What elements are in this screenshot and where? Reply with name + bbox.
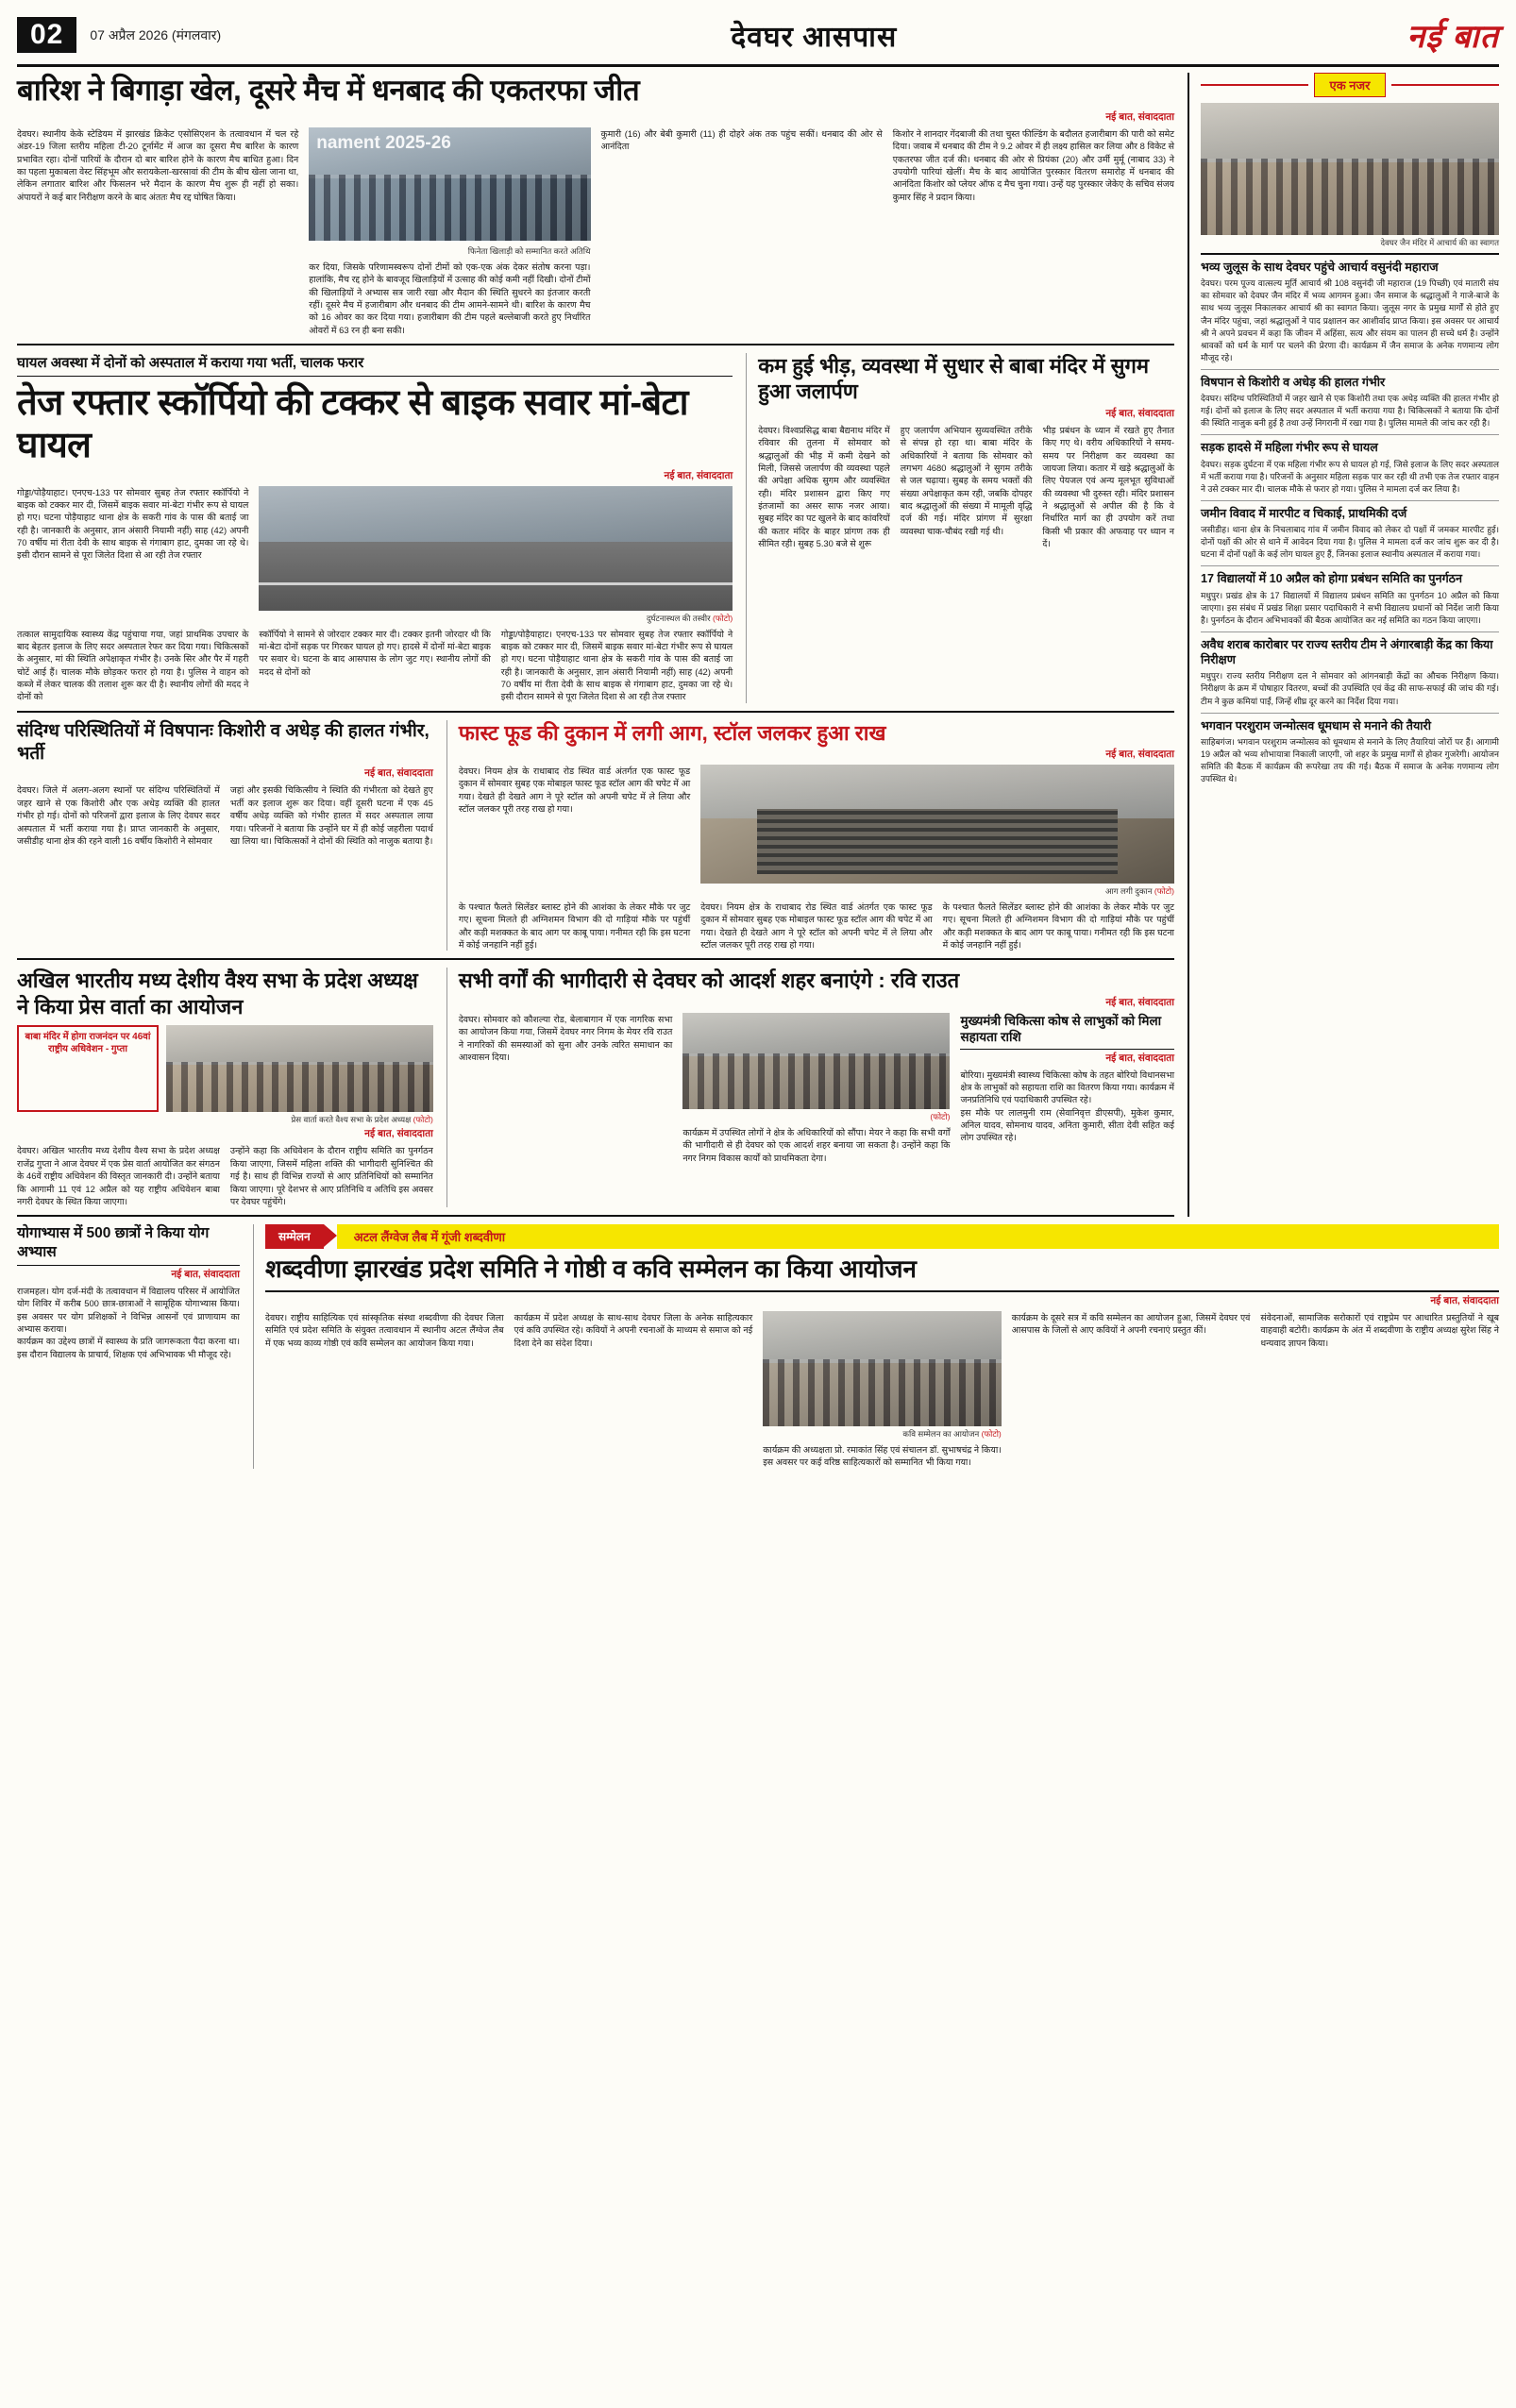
rail-item-text: देवघर। संदिग्ध परिस्थितियों में जहर खाने से एक किशोरी तथा एक अधेड़ व्यक्ति की हालत गंभीर हो गई। दोनों को इलाज के लिए सदर अस्पताल में भर्ती कराया गया है। चिकित्सकों ने बताया कि दोनों की स्थिति नाजुक बनी हुई है तथा उन्हें निगरानी में रखा गया है। पुलिस मामले की जांच कर रही है। — [1201, 394, 1499, 429]
page-number: 02 — [17, 17, 76, 54]
accident-column-3: गोड्डा/पोड़ैयाहाट। एनएच-133 पर सोमवार सुबह तेज रफ्तार स्कॉर्पियो ने बाइक को टक्कर मार दी, जिसमें बाइक सवार मां-बेटा गंभीर रूप से घायल हो गए। घटना पोड़ैयाहाट थाना क्षेत्र के सकरी गांव के पास की बताई जा रही है। जानकारी के अनुसार, ज्ञान अंसारी नियामी नहीं) साह (42) अपनी 70 वर्षीय मां रीता देवी के साथ बाइक से गंगाबाग हाट, दुमका जा रहे थे। इसी दौरान सामने से पूरा जिलेत दिशा से आ रही तेज रफ्तार — [500, 628, 733, 702]
accident-column-1b: तत्काल सामुदायिक स्वास्थ्य केंद्र पहुंचाया गया, जहां प्राथमिक उपचार के बाद बेहतर इलाज के लिए सदर अस्पताल रेफर कर दिया गया। चिकित्सकों के अनुसार, मां की स्थिति अपेक्षाकृत गंभीर है। उनके सिर और पैर में गहरी चोटें आई हैं। चालक मौके छोड़कर फरार हो गया है। पुलिस ने वाहन को कब्जे में लेकर चालक की तलाश शुरू कर दी है। स्थानीय लोगों की मदद ने दोनों को — [17, 628, 249, 702]
rail-photo-caption: देवघर जैन मंदिर में आचार्य की का स्वागत — [1380, 238, 1499, 247]
vaishya-photo — [166, 1025, 433, 1112]
poison-headline: संदिग्ध परिस्थितियों में विषपानः किशोरी व अधेड़ की हालत गंभीर, भर्ती — [17, 720, 430, 764]
vaishya-photo-caption: प्रेस वार्ता करते वैश्य सभा के प्रदेश अध्यक्ष — [291, 1115, 412, 1125]
cm-fund-column-2: इस मौके पर लालमुनी राम (सेवानिवृत्त डीएसपी), मुकेश कुमार, अनिल यादव, सोमनाथ यादव, अनिता कुमारी, सीता देवी सहित कई लोग उपस्थित रहे। — [960, 1106, 1174, 1143]
fire-column-4: के पश्चात फैलते सिलेंडर ब्लास्ट होने की आशंका के लेकर मौके पर जुट गए। सूचना मिलते ही अग्निशमन विभाग की दो गाड़ियां मौके पर पहुंचीं और कड़ी मशक्कत के बाद आग पर काबू पाया। गनीमत रही कि इस घटना में कोई जनहानि नहीं हुई। — [942, 901, 1174, 951]
sammelan-column-2: कार्यक्रम में प्रदेश अध्यक्ष के साथ-साथ देवघर जिला के अनेक साहित्यकार एवं कवि उपस्थित रहे। कवियों ने अपनी रचनाओं के माध्यम से समाज को नई दिशा देने का संदेश दिया। — [514, 1311, 753, 1348]
accident-photo — [259, 486, 733, 611]
section-title: देवघर आसपास — [731, 21, 898, 53]
rail-item-headline: 17 विद्यालयों में 10 अप्रैल को होगा प्रबंधन समिति का पुनर्गठन — [1201, 572, 1462, 586]
lead-headline: बारिश ने बिगाड़ा खेल, दूसरे मैच में धनबाद की एकतरफा जीत — [17, 74, 640, 107]
newspaper-brand: नई बात — [1407, 19, 1499, 55]
accident-story: घायल अवस्था में दोनों को अस्पताल में कराया गया भर्ती, चालक फरार तेज रफ्तार स्कॉर्पियो की टक्कर से बाइक सवार मां-बेटा घायल नई बात, संवाददाता गोड्डा/पोड़ैयाहाट। एनएच-133 पर सोमवार सुबह तेज रफ्तार स्कॉर्पियो ने बाइक को टक्कर मार दी, जिसमें बाइक सवार मां-बेटा गंभीर रूप से घायल हो गए। घटना पोड़ैयाहाट थाना क्षेत्र के सकरी गांव के पास की बताई जा रही है। जानकारी के अनुसार, ज्ञान अंसारी नियामी नहीं) साह (42) अपनी 70 वर्षीय मां रीता देवी के साथ बाइक से गंगाबाग हाट, दुमका जा रहे थे। इसी दौरान सामने से पूरा जिलेत दिशा से आ रही तेज रफ्तार दुर्घटनास्थल की तस्वीर (फोटो) तत्काल सामुदायिक स्वास्थ्य केंद्र पहुंचाया गया, जहां प्राथमिक उपचार के बाद बेहतर इलाज के लिए सदर अस्पताल रेफर कर दिया गया। चिकित्सकों के अनुसार, मां की स्थिति अपेक्षाकृत गंभीर है। उनके सिर और पैर में गहरी चोटें आई हैं। चालक मौके छोड़कर फरार हो गया है। पुलिस ने वाहन को कब्जे में लेकर चालक की तलाश शुरू कर दी है। स्थानीय लोगों की मदद ने दोनों को स्कॉर्पियो ने सामने से जोरदार टक्कर मार दी। टक्कर इतनी जोरदार थी कि मां-बेटा दोनों सड़क पर गिरकर घायल हो गए। हादसे में दोनों मां-बेटा बाइक पर सवार थे। घटना के बाद आसपास के लोग जुट गए। स्थानीय लोगों की मदद से दोनों को गोड्डा/पोड़ैयाहाट। एनएच-133 पर सोमवार सुबह तेज रफ्तार स्कॉर्पियो ने बाइक को टक्कर मार दी, जिसमें बाइक सवार मां-बेटा गंभीर रूप से घायल हो गए। घटना पोड़ैयाहाट थाना क्षेत्र के सकरी गांव के पास की बताई जा रही है। जानकारी के अनुसार, ज्ञान अंसारी नियामी नहीं) साह (42) अपनी 70 वर्षीय मां रीता देवी के साथ बाइक से गंगाबाग हाट, दुमका जा रहे थे। इसी दौरान सामने से पूरा जिलेत दिशा से आ रही तेज रफ्तार — [17, 354, 733, 702]
vaishya-story: अखिल भारतीय मध्य देशीय वैश्य सभा के प्रदेश अध्यक्ष ने किया प्रेस वार्ता का आयोजन बाबा मंदिर में होगा राजनंदन पर 46वां राष्ट्रीय अधिवेशन - गुप्ता प्रेस वार्ता करते वैश्य सभा के प्रदेश अध्यक्ष (फोटो) नई बात, संवाददाता देवघर। अखिल भारतीय मध्य देशीय वैश्य सभा के प्रदेश अध्यक्ष राजेंद्र गुप्ता ने आज देवघर में एक प्रेस वार्ता आयोजित कर संगठन के 46वें राष्ट्रीय अधिवेशन की विस्तृत जानकारी दी। उन्होंने बताया कि आगामी 11 एवं 12 अप्रैल को यह राष्ट्रीय अधिवेशन बाबा नगरी देवघर के स्थित किया जाएगा। उन्होंने कहा कि अधिवेशन के दौरान राष्ट्रीय समिति का पुनर्गठन किया जाएगा, जिसमें महिला शक्ति की भागीदारी सुनिश्चित की गई है। साथ ही विभिन्न राज्यों से आए प्रतिनिधियों को सम्मानित किया जाएगा। पूरे देशभर से आए प्रतिनिधि व अतिथि इस अवसर पर देवघर पहुंचेंगे। — [17, 968, 433, 1206]
ravi-headline: सभी वर्गों की भागीदारी से देवघर को आदर्श शहर बनाएंगे : रवि राउत — [458, 968, 960, 993]
sammelan-strip: अटल लैंग्वेज लैब में गूंजी शब्दवीणा — [337, 1224, 1499, 1249]
sammelan-byline: नई बात, संवाददाता — [1430, 1294, 1499, 1306]
rail-item-headline: विषपान से किशोरी व अधेड़ की हालत गंभीर — [1201, 375, 1386, 389]
sammelan-column-1: देवघर। राष्ट्रीय साहित्यिक एवं सांस्कृतिक संस्था शब्दवीणा की देवघर जिला समिति एवं प्रदेश समिति के संयुक्त तत्वावधान में स्थानीय अटल लैंग्वेज लैब में एक भव्य काव्य गोष्ठी एवं कवि सम्मेलन का आयोजन किया गया। — [265, 1311, 504, 1348]
publication-date: 07 अप्रैल 2026 (मंगलवार) — [90, 26, 222, 42]
sammelan-column-4: कार्यक्रम के दूसरे सत्र में कवि सम्मेलन का आयोजन हुआ, जिसमें देवघर एवं आसपास के जिलों से आए कवियों ने अपनी रचनाएं प्रस्तुत कीं। — [1011, 1311, 1251, 1336]
temple-byline: नई बात, संवाददाता — [1105, 407, 1174, 419]
ravi-photo — [682, 1013, 950, 1109]
rail-item-headline: अवैध शराब कारोबार पर राज्य स्तरीय टीम ने अंगारबाड़ी केंद्र का किया निरीक्षण — [1201, 637, 1493, 667]
sammelan-column-3: कार्यक्रम की अध्यक्षता प्रो. रमाकांत सिंह एवं संचालन डॉ. सुभाषचंद्र ने किया। इस अवसर पर कई वरिष्ठ साहित्यकारों को सम्मानित भी किया गया। — [763, 1443, 1002, 1468]
rail-item-5 — [1201, 631, 1499, 708]
ek-nazar-rail — [1188, 73, 1499, 1217]
accident-byline: नई बात, संवाददाता — [664, 469, 733, 481]
fire-story: फास्ट फूड की दुकान में लगी आग, स्टॉल जलकर हुआ राख नई बात, संवाददाता देवघर। नियम क्षेत्र के राधाबाद रोड स्थित वार्ड अंतर्गत एक फास्ट फूड दुकान में सोमवार सुबह एक मोबाइल फास्ट फूड स्टॉल आग की चपेट में आ गया। देखते ही देखते आग ने पूरे स्टॉल को अपनी चपेट में ले लिया और स्टॉल जलकर पूरी तरह राख हो गया। आग लगी दुकान (फोटो) के पश्चात फैलते सिलेंडर ब्लास्ट होने की आशंका के लेकर मौके पर जुट गए। सूचना मिलते ही अग्निशमन विभाग की दो गाड़ियां मौके पर पहुंचीं और कड़ी मशक्कत के बाद आग पर काबू पाया। गनीमत रही कि इस घटना में कोई जनहानि नहीं हुई। देवघर। नियम क्षेत्र के राधाबाद रोड स्थित वार्ड अंतर्गत एक फास्ट फूड दुकान में सोमवार सुबह एक मोबाइल फास्ट फूड स्टॉल आग की चपेट में आ गया। देखते ही देखते आग ने पूरे स्टॉल को अपनी चपेट में ले लिया और स्टॉल जलकर पूरी तरह राख हो गया। के पश्चात फैलते सिलेंडर ब्लास्ट होने की आशंका के लेकर मौके पर जुट गए। सूचना मिलते ही अग्निशमन विभाग की दो गाड़ियां मौके पर पहुंचीं और कड़ी मशक्कत के बाद आग पर काबू पाया। गनीमत रही कि इस घटना में कोई जनहानि नहीं हुई। — [446, 720, 1174, 951]
accident-kicker: घायल अवस्था में दोनों को अस्पताल में कराया गया भर्ती, चालक फरार — [17, 353, 733, 377]
yog-byline: नई बात, संवाददाता — [171, 1268, 240, 1280]
temple-column-2: हुए जलार्पण अभियान सुव्यवस्थित तरीके से संपन्न हो रहा था। बाबा मंदिर के अधिकारियों ने बताया कि सोमवार को लगभग 4680 श्रद्धालुओं ने सुगम तरीके से जल चढ़ाया। सुबह के समय भक्तों की संख्या अपेक्षाकृत कम रही, जबकि दोपहर बाद श्रद्धालुओं की संख्या में मामूली वृद्धि दर्ज की गई। मंदिर प्रांगण में सुरक्षा व्यवस्था चाक-चौबंद रखी गई थी। — [900, 424, 1033, 536]
rail-item-text: मधुपुर। प्रखंड क्षेत्र के 17 विद्यालयों में विद्यालय प्रबंधन समिति का पुनर्गठन 10 अप्रैल को किया जाएगा। इस संबंध में प्रखंड शिक्षा प्रसार पदाधिकारी ने सभी विद्यालय प्रधानों को निर्देश जारी किया है। पुनर्गठन के दौरान अभिभावकों की बैठक आयोजित कर नई समिति का गठन किया जाएगा। — [1201, 590, 1499, 625]
rail-item-3 — [1201, 500, 1499, 562]
fire-photo — [700, 765, 1174, 884]
poison-byline: नई बात, संवाददाता — [364, 767, 433, 780]
rail-item-text: साहिबगंज। भगवान परशुराम जन्मोत्सव को धूमधाम से मनाने के लिए तैयारियां जोरों पर हैं। आगामी 19 अप्रैल को भव्य शोभायात्रा निकाली जाएगी, जो शहर के प्रमुख मार्गों से होकर गुजरेगी। आयोजन समिति की बैठक में कार्यक्रम की रूपरेखा तय की गई। बैठक में समाज के अनेक गणमान्य लोग उपस्थित थे। — [1201, 736, 1499, 784]
poison-story — [17, 720, 433, 951]
vaishya-byline: नई बात, संवाददाता — [364, 1128, 433, 1140]
vaishya-column-1: देवघर। अखिल भारतीय मध्य देशीय वैश्य सभा के प्रदेश अध्यक्ष राजेंद्र गुप्ता ने आज देवघर में एक प्रेस वार्ता आयोजित कर संगठन के 46वें राष्ट्रीय अधिवेशन की विस्तृत जानकारी दी। उन्होंने बताया कि आगामी 11 एवं 12 अप्रैल को यह राष्ट्रीय अधिवेशन बाबा नगरी देवघर के स्थित किया जाएगा। — [17, 1145, 220, 1206]
temple-story — [746, 353, 1174, 703]
accident-column-2: स्कॉर्पियो ने सामने से जोरदार टक्कर मार दी। टक्कर इतनी जोरदार थी कि मां-बेटा दोनों सड़क पर गिरकर घायल हो गए। हादसे में दोनों मां-बेटा बाइक पर सवार थे। घटना के बाद आसपास के लोग जुट गए। स्थानीय लोगों की मदद से दोनों को — [259, 628, 491, 677]
fire-headline: फास्ट फूड की दुकान में लगी आग, स्टॉल जलकर हुआ राख — [458, 720, 886, 745]
poison-column-1: देवघर। जिले में अलग-अलग स्थानों पर संदिग्ध परिस्थितियों में जहर खाने से एक किशोरी और एक अधेड़ व्यक्ति की हालत गंभीर हो गई। दोनों को परिजनों द्वारा इलाज के लिए देवघर सदर अस्पताल में भर्ती कराया गया है। प्राप्त जानकारी के अनुसार, जसीडीह थाना क्षेत्र की रहने वाली 16 वर्षीय किशोरी ने सोमवार — [17, 784, 220, 846]
ravi-byline: नई बात, संवाददाता — [1105, 996, 1174, 1008]
cm-fund-story — [960, 1013, 1174, 1164]
rail-item-headline: सड़क हादसे में महिला गंभीर रूप से घायल — [1201, 441, 1378, 455]
rail-item-headline: भगवान परशुराम जन्मोत्सव धूमधाम से मनाने की तैयारी — [1201, 718, 1431, 733]
rail-photo — [1201, 103, 1499, 235]
fire-column-3: देवघर। नियम क्षेत्र के राधाबाद रोड स्थित वार्ड अंतर्गत एक फास्ट फूड दुकान में सोमवार सुबह एक मोबाइल फास्ट फूड स्टॉल आग की चपेट में आ गया। देखते ही देखते आग ने पूरे स्टॉल को अपनी चपेट में ले लिया और स्टॉल जलकर पूरी तरह राख हो गया। — [700, 901, 933, 951]
temple-column-3: भीड़ प्रबंधन के ध्यान में रखते हुए तैनात किए गए थे। वरीय अधिकारियों ने समय-समय पर निरीक्षण कर व्यवस्था का जायजा लिया। कतार में खड़े श्रद्धालुओं के लिए पेयजल एवं अन्य मूलभूत सुविधाओं की व्यवस्था भी दुरुस्त रही। मंदिर प्रशासन ने श्रद्धालुओं से अपील की है कि वे निर्धारित मार्ग का ही उपयोग करें तथा किसी भी प्रकार की अफवाह पर ध्यान न दें। — [1042, 424, 1174, 548]
yog-column-1: राजमहल। योग दर्ज-मंदी के तत्वावधान में विद्यालय परिसर में आयोजित योग शिविर में करीब 500 छात्र-छात्राओं ने सामूहिक योगाभ्यास किया। इस अवसर पर योग प्रशिक्षकों ने विभिन्न आसनों एवं प्राणायाम का अभ्यास कराया। — [17, 1285, 240, 1334]
lead-story — [17, 73, 1174, 345]
lead-column-1: देवघर। स्थानीय केके स्टेडियम में झारखंड क्रिकेट एसोसिएशन के तत्वावधान में चल रहे अंडर-19 जिला स्तरीय महिला टी-20 टूर्नामेंट में आज का दूसरा मैच बारिश के कारण प्रभावित रहा। दोनों पारियों के दौरान दो बार बारिश होने के कारण मैच बाधित हुआ। दिन का पहला मुकाबला वेस्ट सिंहभूम और सरायकेला-खरसावां की टीम के बीच खेला जाना था, लेकिन लगातार बारिश और फिसलन भरे मैदान के कारण मैच शुरू ही नहीं हो सका। अंपायरों ने कई बार निरीक्षण करने के बाद अंततः मैच रद्द घोषित किया। — [17, 127, 299, 202]
fire-byline: नई बात, संवाददाता — [1105, 749, 1174, 761]
lead-byline: नई बात, संवाददाता — [1105, 110, 1174, 123]
ravi-column-2: कार्यक्रम में उपस्थित लोगों ने क्षेत्र के अधिकारियों को सौंपा। मेयर ने कहा कि सभी वर्गों की भागीदारी से ही देवघर को एक आदर्श शहर बनाया जा सकता है। उन्होंने कहा कि नगर निगम विकास कार्यों को प्राथमिकता देगा। — [682, 1126, 951, 1163]
arrow-icon — [324, 1224, 337, 1247]
temple-column-1: देवघर। विश्वप्रसिद्ध बाबा बैद्यनाथ मंदिर में रविवार की तुलना में सोमवार को श्रद्धालुओं की भीड़ में कमी देखने को मिली, जिससे जलार्पण की व्यवस्था पहले की अपेक्षा अधिक सुगम और व्यवस्थित रही। मंदिर प्रशासन द्वारा किए गए इंतजामों का असर साफ नजर आया। सुबह मंदिर का पट खुलने के बाद कांवरियों की कतार मंदिर के बाहर प्रांगण तक ही सीमित रही। सुबह 5.30 बजे से शुरू — [758, 424, 890, 548]
sammelan-tag: सम्मेलन — [265, 1224, 324, 1249]
fire-column-2: के पश्चात फैलते सिलेंडर ब्लास्ट होने की आशंका के लेकर मौके पर जुट गए। सूचना मिलते ही अग्निशमन विभाग की दो गाड़ियां मौके पर पहुंचीं और कड़ी मशक्कत के बाद आग पर काबू पाया। गनीमत रही कि इस घटना में कोई जनहानि नहीं हुई। — [458, 901, 691, 951]
ek-nazar-tag: एक नजर — [1314, 73, 1387, 97]
rail-item-headline: जमीन विवाद में मारपीट व चिकाई, प्राथमिकी दर्ज — [1201, 506, 1407, 520]
ravi-column-1: देवघर। सोमवार को कौशल्या रोड, बेलाबागान में एक नागरिक सभा का आयोजन किया गया, जिसमें देवघर नगर निगम के मेयर रवि राउत ने नागरिकों की समस्याओं को सुना और उनके त्वरित समाधान का आश्वासन दिया। — [458, 1013, 673, 1062]
lead-photo-caption: फिनेता खिलाड़ी को सम्मानित करते अतिथि — [467, 245, 591, 256]
sammelan-headline: शब्दवीणा झारखंड प्रदेश समिति ने गोष्ठी व कवि सम्मेलन का किया आयोजन — [265, 1255, 1499, 1292]
vaishya-redbox: बाबा मंदिर में होगा राजनंदन पर 46वां राष्ट्रीय अधिवेशन - गुप्ता — [17, 1025, 159, 1112]
rail-item-text: देवघर। परम पूज्य वात्सल्य मूर्ति आचार्य श्री 108 वसुनंदी जी महाराज (19 पिच्छी) एवं मातारी संघ का सोमवार को देवघर जैन मंदिर में भव्य आगमन हुआ। जैन समाज के श्रद्धालुओं ने गाजे-बाजे के साथ भव्य जुलूस निकालकर आचार्य श्री का स्वागत किया। जुलूस नगर के प्रमुख मार्गों से होते हुए जैन मंदिर पहुंचा, जहां श्रद्धालुओं ने पाद प्रक्षालन कर आशीर्वाद प्राप्त किया। इस अवसर पर आचार्य श्री ने अपने प्रवचन में कहा कि जीवन में अहिंसा, सत्य और संयम का पालन ही सच्चे धर्म है। उन्होंने श्रावकों को धर्म के मार्ग पर चलने की प्रेरणा दी। कार्यक्रम में जैन समाज के अनेक गणमान्य लोग मौजूद रहे। — [1201, 278, 1499, 362]
rail-item-text: देवघर। सड़क दुर्घटना में एक महिला गंभीर रूप से घायल हो गई, जिसे इलाज के लिए सदर अस्पताल में भर्ती कराया गया है। परिजनों के अनुसार महिला सड़क पार कर रही थी तभी एक तेज रफ्तार वाहन ने उसे टक्कर मार दी। चालक मौके से फरार हो गया। पुलिस ने मामला दर्ज कर लिया है। — [1201, 459, 1499, 494]
rail-item-2 — [1201, 434, 1499, 496]
vaishya-headline: अखिल भारतीय मध्य देशीय वैश्य सभा के प्रदेश अध्यक्ष ने किया प्रेस वार्ता का आयोजन — [17, 968, 418, 1019]
cm-fund-column-1: बोरिया। मुख्यमंत्री स्वास्थ्य चिकित्सा कोष के तहत बोरियो विधानसभा क्षेत्र के लाभुकों को सहायता राशि का वितरण किया गया। कार्यक्रम में जनप्रतिनिधि एवं पदाधिकारी उपस्थित रहे। — [960, 1069, 1174, 1105]
sammelan-column-5: संवेदनाओं, सामाजिक सरोकारों एवं राष्ट्रप्रेम पर आधारित प्रस्तुतियों ने खूब वाहवाही बटोरी। कार्यक्रम के अंत में शब्दवीणा के राष्ट्रीय अध्यक्ष सुरेश सिंह ने धन्यवाद ज्ञापन किया। — [1260, 1311, 1499, 1348]
rail-item-1 — [1201, 369, 1499, 430]
accident-photo-caption: दुर्घटनास्थल की तस्वीर — [646, 613, 711, 623]
cm-fund-byline: नई बात, संवाददाता — [1105, 1052, 1174, 1064]
yog-headline: योगाभ्यास में 500 छात्रों ने किया योग अभ्यास — [17, 1224, 240, 1266]
ek-nazar-header — [1201, 73, 1499, 97]
fire-column-1: देवघर। नियम क्षेत्र के राधाबाद रोड स्थित वार्ड अंतर्गत एक फास्ट फूड दुकान में सोमवार सुबह एक मोबाइल फास्ट फूड स्टॉल आग की चपेट में आ गया। देखते ही देखते आग ने पूरे स्टॉल को अपनी चपेट में ले लिया और स्टॉल जलकर पूरी तरह राख हो गया। — [458, 766, 691, 815]
accident-headline: तेज रफ्तार स्कॉर्पियो की टक्कर से बाइक सवार मां-बेटा घायल — [17, 382, 688, 465]
rail-item-6 — [1201, 713, 1499, 786]
sammelan-story: सम्मेलन अटल लैंग्वेज लैब में गूंजी शब्दवीणा शब्दवीणा झारखंड प्रदेश समिति ने गोष्ठी व कवि सम्मेलन का किया आयोजन नई बात, संवाददाता देवघर। राष्ट्रीय साहित्यिक एवं सांस्कृतिक संस्था शब्दवीणा की देवघर जिला समिति एवं प्रदेश समिति के संयुक्त तत्वावधान में स्थानीय अटल लैंग्वेज लैब में एक भव्य काव्य गोष्ठी एवं कवि सम्मेलन का आयोजन किया गया। कार्यक्रम में प्रदेश अध्यक्ष के साथ-साथ देवघर जिला के अनेक साहित्यकार एवं कवि उपस्थित रहे। कवियों ने अपनी रचनाओं के माध्यम से समाज को नई दिशा देने का संदेश दिया। कवि सम्मेलन का आयोजन (फोटो) कार्यक्रम की अध्यक्षता प्रो. रमाकांत सिंह एवं संचालन डॉ. सुभाषचंद्र ने किया। इस अवसर पर कई वरिष्ठ साहित्यकारों को सम्मानित भी किया गया। कार्यक्रम के दूसरे सत्र में कवि सम्मेलन का आयोजन हुआ, जिसमें देवघर एवं आसपास के जिलों से आए कवियों ने अपनी रचनाएं प्रस्तुत कीं। संवेदनाओं, सामाजिक सरोकारों एवं राष्ट्रप्रेम पर आधारित प्रस्तुतियों ने खूब वाहवाही बटोरी। कार्यक्रम के अंत में शब्दवीणा के राष्ट्रीय अध्यक्ष सुरेश सिंह ने धन्यवाद ज्ञापन किया। — [253, 1224, 1499, 1468]
ravi-story — [459, 968, 1174, 1009]
fire-photo-caption: आग लगी दुकान — [1105, 886, 1153, 897]
yog-story — [17, 1224, 240, 1468]
rail-item-4 — [1201, 565, 1499, 627]
lead-column-3: कुमारी (16) और बेबी कुमारी (11) ही दोहरे अंक तक पहुंच सकीं। धनबाद की ओर से आनंदिता — [600, 127, 883, 152]
sammelan-photo-caption: कवि सम्मेलन का आयोजन — [902, 1428, 980, 1439]
lead-column-4: किशोर ने शानदार गेंदबाजी की तथा चुस्त फील्डिंग के बदौलत हजारीबाग की पारी को समेट दिया। जवाब में धनबाद की टीम ने 9.2 ओवर में ही लक्ष्य हासिल कर लिया और 8 विकेट से एकतरफा जीत दर्ज की। धनबाद की ओर से प्रियंका (20) और उर्मी मुर्मू (नाबाद 33) ने उपयोगी पारियां खेलीं। मैच के बाद आयोजित पुरस्कार वितरण समारोह में धनबाद की आनंदिता किशोर को प्लेयर ऑफ द मैच चुना गया। उन्हें यह पुरस्कार जेकेए के सचिव संजय कुमार सिंह ने प्रदान किया। — [892, 127, 1174, 202]
lead-column-2: कर दिया, जिसके परिणामस्वरूप दोनों टीमों को एक-एक अंक देकर संतोष करना पड़ा। हालांकि, मैच रद्द होने के बावजूद खिलाड़ियों में उत्साह की कोई कमी नहीं दिखी। दोनों टीमों की खिलाड़ियों ने अभ्यास सत्र जारी रखा और मैदान की स्थिति सुधरने का इंतजार करती रहीं। दूसरे मैच में हजारीबाग और धनबाद की टीम आमने-सामने थी। बारिश के कारण मैच को 16 ओवर का कर दिया गया। हजारीबाग की टीम पहले बल्लेबाजी करते हुए निर्धारित ओवरों में 63 रन ही बना सकी। — [309, 261, 591, 335]
yog-column-2: कार्यक्रम का उद्देश्य छात्रों में स्वास्थ्य के प्रति जागरूकता पैदा करना था। इस दौरान विद्यालय के प्राचार्य, शिक्षक एवं अभिभावक भी मौजूद रहे। — [17, 1336, 240, 1359]
rail-item-0 — [1201, 253, 1499, 364]
accident-column-1: गोड्डा/पोड़ैयाहाट। एनएच-133 पर सोमवार सुबह तेज रफ्तार स्कॉर्पियो ने बाइक को टक्कर मार दी, जिसमें बाइक सवार मां-बेटा गंभीर रूप से घायल हो गए। घटना पोड़ैयाहाट थाना क्षेत्र के सकरी गांव के पास की बताई जा रही है। जानकारी के अनुसार, ज्ञान अंसारी नियामी नहीं) साह (42) अपनी 70 वर्षीय मां रीता देवी के साथ बाइक से गंगाबाग हाट, दुमका जा रहे थे। इसी दौरान सामने से पूरा जिलेत दिशा से आ रही तेज रफ्तार — [17, 486, 249, 561]
rail-item-text: मधुपुर। राज्य स्तरीय निरीक्षण दल ने सोमवार को आंगनबाड़ी केंद्रों का औचक निरीक्षण किया। निरीक्षण के क्रम में पोषाहार वितरण, बच्चों की उपस्थिति एवं केंद्र की साफ-सफाई की जांच की गई। टीम ने कुछ कमियां पाईं, जिन्हें शीघ्र दूर करने का निर्देश दिया गया। — [1201, 671, 1499, 706]
poison-column-2: जहां और इसकी चिकित्सीय ने स्थिति की गंभीरता को देखते हुए भर्ती कर इलाज शुरू कर दिया। वहीं दूसरी घटना में एक 45 वर्षीय अधेड़ व्यक्ति को गंभीर हालत में सदर अस्पताल लाया गया। परिजनों ने बताया कि उन्होंने घर में ही कोई जहरीला पदार्थ खा लिया था। चिकित्सकों ने दोनों की स्थिति को नाजुक बताया है। — [229, 784, 433, 846]
temple-headline: कम हुई भीड़, व्यवस्था में सुधार से बाबा मंदिर में सुगम हुआ जलार्पण — [758, 353, 1150, 404]
rail-item-text: जसीडीह। थाना क्षेत्र के निचलाबाद गांव में जमीन विवाद को लेकर दो पक्षों में जमकर मारपीट हुई। दोनों पक्षों की ओर से थाने में आवेदन दिया गया है। पुलिस ने मामला दर्ज कर जांच शुरू कर दी है। घटना में दोनों पक्षों के कई लोग घायल हुए हैं, जिनका इलाज स्थानीय अस्पताल में कराया गया। — [1201, 525, 1499, 560]
newspaper-page: 02 07 अप्रैल 2026 (मंगलवार) देवघर आसपास नई बात बारिश ने बिगाड़ा खेल, दूसरे मैच में धनबाद की एकतरफा जीत नई बात, संवाददाता देवघर। स्थानीय केके स्टेडियम में झारखंड क्रिकेट एसोसिएशन के तत्वावधान में चल रहे अंडर-19 जिला स्तरीय महिला टी-20 टूर्नामेंट में आज का दूसरा मैच बारिश के कारण प्रभावित रहा। दोनों पारियों के दौरान दो बार बारिश होने के कारण मैच बाधित हुआ। दिन का पहला मुकाबला वेस्ट सिंहभूम और सरायकेला-खरसावां की टीम के बीच खेला जाना था, लेकिन लगातार बारिश और फिसलन भरे मैदान के कारण मैच शुरू ही नहीं हो सका। अंपायरों ने कई बार निरीक्षण करने के बाद अंततः मैच रद्द घोषित किया। nament 2025-26 फिनेता खिलाड़ी को सम्मानित करते अतिथि कर दिया, जिसके परिणामस्वरूप दोनों टीमों को एक-एक अंक देकर संतोष करना पड़ा। हालांकि, मैच रद्द होने के बावजूद खिलाड़ियों में उत्साह की कोई कमी नहीं दिखी। दोनों टीमों की खिलाड़ियों ने अभ्यास सत्र जारी रखा और मैदान की स्थिति सुधरने का इंतजार करती रहीं। दूसरे मैच में हजारीबाग और धनबाद की टीम आमने-सामने थी। बारिश के कारण मैच को 16 ओवर का कर दिया गया। हजारीबाग की टीम पहले बल्लेबाजी करते हुए निर्धारित ओवरों में 63 रन ही बना सकी। कुमारी (16) और बेबी कुमारी (11) ही दोहरे अंक तक पहुंच सकीं। धनबाद की ओर से आनंदिता किशोर ने शानदार गेंदबाजी की तथा चुस्त फील्डिंग के बदौलत हजारीबाग की पारी को समेट दिया। जवाब में धनबाद की टीम ने 9.2 ओवर में ही लक्ष्य हासिल कर लिया और 8 विकेट से एकतरफा जीत दर्ज की। धनबाद की ओर से प्रियंका (20) और उर्मी मुर्मू (नाबाद 33) ने उपयोगी पारियां खेलीं। मैच के बाद आयोजित पुरस्कार वितरण समारोह में धनबाद की आनंदिता किशोर को प्लेयर ऑफ द मैच चुना गया। उन्हें यह पुरस्कार जेकेए के सचिव संजय कुमार सिंह ने प्रदान किया। घायल अवस्था में दोनों को अस्पताल में कराया गया भर्ती, चालक फरार तेज रफ्तार स्कॉर्पियो की टक्कर से बाइक सवार मां-बेटा घायल नई बात, संवाददाता गोड्डा/पोड़ैयाहाट। एनएच-133 पर सोमवार सुबह तेज रफ्तार स्कॉर्पियो ने बाइक को टक्कर मार दी, जिसमें बाइक सवार मां-बेटा गंभीर रूप से घायल हो गए। घटना पोड़ैयाहाट थाना क्षेत्र के सकरी गांव के पास की बताई जा रही है। जानकारी के अनुसार, ज्ञान अंसारी नियामी नहीं) साह (42) अपनी 70 वर्षीय मां रीता देवी के साथ बाइक से गंगाबाग हाट, दुमका जा रहे थे। इसी दौरान सामने से पूरा जिलेत दिशा से आ रही तेज रफ्तार दुर्घटनास्थल की तस्वीर (फोटो) तत्काल सामुदायिक स्वास्थ्य केंद्र पहुंचाया गया, जहां प्राथमिक उपचार के बाद बेहतर इलाज के लिए सदर अस्पताल रेफर कर दिया गया। चिकित्सकों के अनुसार, मां की स्थिति अपेक्षाकृत गंभीर है। उनके सिर और पैर में गहरी चोटें आई हैं। चालक मौके छोड़कर फरार हो गया है। पुलिस ने वाहन को कब्जे में लेकर चालक की तलाश शुरू कर दी है। स्थानीय लोगों की मदद ने दोनों को स्कॉर्पियो ने सामने से जोरदार टक्कर मार दी। टक्कर इतनी जोरदार थी कि मां-बेटा दोनों सड़क पर गिरकर घायल हो गए। हादसे में दोनों मां-बेटा बाइक पर सवार थे। घटना के बाद आसपास के लोग जुट गए। स्थानीय लोगों की मदद से दोनों को गोड्डा/पोड़ैयाहाट। एनएच-133 पर सोमवार सुबह तेज रफ्तार स्कॉर्पियो ने बाइक को टक्कर मार दी, जिसमें बाइक सवार मां-बेटा गंभीर रूप से घायल हो गए। घटना पोड़ैयाहाट थाना क्षेत्र के सकरी गांव के पास की बताई जा रही है। जानकारी के अनुसार, ज्ञान अंसारी नियामी नहीं) साह (42) अपनी 70 वर्षीय मां रीता देवी के साथ बाइक से गंगाबाग हाट, दुमका जा रहे थे। इसी दौरान सामने से पूरा जिलेत दिशा से आ रही तेज रफ्तार कम हुई भीड़, व्यवस्था में सुधार से बाबा मंदिर में सुगम हुआ जलार्पण नई बात, संवाददाता देवघर। विश्वप्रसिद्ध बाबा बैद्यनाथ मंदिर में रविवार की तुलना में सोमवार को श्रद्धालुओं की भीड़ में कमी देखने को मिली, जिससे जलार्पण की व्यवस्था पहले की अपेक्षा अधिक सुगम और व्यवस्थित रही। मंदिर प्रशासन द्वारा किए गए इंतजामों का असर साफ नजर आया। सुबह मंदिर का पट खुलने के बाद कांवरियों की कतार मंदिर के बाहर प्रांगण तक ही सीमित रही। सुबह 5.30 बजे से शुरू हुए जलार्पण अभियान सुव्यवस्थित तरीके से संपन्न हो रहा था। बाबा मंदिर के अधिकारियों ने बताया कि सोमवार को लगभग 4680 श्रद्धालुओं ने सुगम तरीके से जल चढ़ाया। सुबह के समय भक्तों की संख्या अपेक्षाकृत कम रही, जबकि दोपहर बाद श्रद्धालुओं की संख्या में मामूली वृद्धि दर्ज की गई। मंदिर प्रांगण में सुरक्षा व्यवस्था चाक-चौबंद रखी गई थी। भीड़ प्रबंधन के ध्यान में रखते हुए तैनात किए गए थे। वरीय अधिकारियों ने समय-समय पर निरीक्षण कर व्यवस्था का जायजा लिया। कतार में खड़े श्रद्धालुओं के लिए पेयजल एवं अन्य मूलभूत सुविधाओं की व्यवस्था भी दुरुस्त रही। मंदिर प्रशासन ने श्रद्धालुओं से अपील की है कि वे निर्धारित मार्ग का ही उपयोग करें तथा किसी भी प्रकार की अफवाह पर ध्यान न दें। संदिग्ध परिस्थितियों में विषपानः किशोरी व अधेड़ की हालत गंभीर, भर्ती नई बात, संवाददाता देवघर। जिले में अलग-अलग स्थानों पर संदिग्ध परिस्थितियों में जहर खाने से एक किशोरी और एक अधेड़ व्यक्ति की हालत गंभीर हो गई। दोनों को परिजनों द्वारा इलाज के लिए देवघर सदर अस्पताल में भर्ती कराया गया है। प्राप्त जानकारी के अनुसार, जसीडीह थाना क्षेत्र की रहने वाली 16 वर्षीय किशोरी ने सोमवार जहां और इसकी चिकित्सीय ने स्थिति की गंभीरता को देखते हुए भर्ती कर इलाज शुरू कर दिया। वहीं दूसरी घटना में एक 45 वर्षीय अधेड़ व्यक्ति को गंभीर हालत में सदर अस्पताल लाया गया। परिजनों ने बताया कि उन्होंने घर में ही कोई जहरीला पदार्थ खा लिया था। चिकित्सकों ने दोनों की स्थिति को नाजुक बताया है। फास्ट फूड की दुकान में लगी आग, स्टॉल जलकर हुआ राख नई बात, संवाददाता देवघर। नियम क्षेत्र के राधाबाद रोड स्थित वार्ड अंतर्गत एक फास्ट फूड दुकान में सोमवार सुबह एक मोबाइल फास्ट फूड स्टॉल आग की चपेट में आ गया। देखते ही देखते आग ने पूरे स्टॉल को अपनी चपेट में ले लिया और स्टॉल जलकर पूरी तरह राख हो गया। आग लगी दुकान (फोटो) के पश्चात फैलते सिलेंडर ब्लास्ट होने की आशंका के लेकर मौके पर जुट गए। सूचना मिलते ही अग्निशमन विभाग की दो गाड़ियां मौके पर पहुंचीं और कड़ी मशक्कत के बाद आग पर काबू पाया। गनीमत रही कि इस घटना में कोई जनहानि नहीं हुई। देवघर। नियम क्षेत्र के राधाबाद रोड स्थित वार्ड अंतर्गत एक फास्ट फूड दुकान में सोमवार सुबह एक मोबाइल फास्ट फूड स्टॉल आग की चपेट में आ गया। देखते ही देखते आग ने पूरे स्टॉल को अपनी चपेट में ले लिया और स्टॉल जलकर पूरी तरह राख हो गया। के पश्चात फैलते सिलेंडर ब्लास्ट होने की आशंका के लेकर मौके पर जुट गए। सूचना मिलते ही अग्निशमन विभाग की दो गाड़ियां मौके पर पहुंचीं और कड़ी मशक्कत के बाद आग पर काबू पाया। गनीमत रही कि इस घटना में कोई जनहानि नहीं हुई। अखिल भारतीय मध्य देशीय वैश्य सभा के प्रदेश अध्यक्ष ने किया प्रेस वार्ता का आयोजन बाबा मंदिर में होगा राजनंदन पर 46वां राष्ट्रीय अधिवेशन - गुप्ता प्रेस वार्ता करते वैश्य सभा के प्रदेश अध्यक्ष (फोटो) नई बात, संवाददाता देवघर। अखिल भारतीय मध्य देशीय वैश्य सभा के प्रदेश अध्यक्ष राजेंद्र गुप्ता ने आज देवघर में एक प्रेस वार्ता आयोजित कर संगठन के 46वें राष्ट्रीय अधिवेशन की विस्तृत जानकारी दी। उन्होंने बताया कि आगामी 11 एवं 12 अप्रैल को यह राष्ट्रीय अधिवेशन बाबा नगरी देवघर के स्थित किया जाएगा। उन्होंने कहा कि अधिवेशन के दौरान राष्ट्रीय समिति का पुनर्गठन किया जाएगा, जिसमें महिला शक्ति की भागीदारी सुनिश्चित की गई है। साथ ही विभिन्न राज्यों से आए प्रतिनिधियों को सम्मानित किया जाएगा। पूरे देशभर से आए प्रतिनिधि व अतिथि इस अवसर पर देवघर पहुंचेंगे। सभी वर्गों की भागीदारी से देवघर को आदर्श शहर बनाएंगे : रवि राउत नई बात, संवाददाता देवघर। सोमवार को कौशल्या रोड, बेलाबागान में एक नागरिक सभा का आयोजन किया गया, जिसमें देवघर नगर निगम के मेयर रवि राउत ने नागरिकों की समस्याओं को सुना और उनके त्वरित समाधान का आश्वासन दिया। (फोटो) कार्यक्रम में उपस्थित लोगों ने क्षेत्र के अधिकारियों को सौंपा। मेयर ने कहा कि सभी वर्गों की भागीदारी से ही देवघर को एक आदर्श शहर बनाया जा सकता है। उन्होंने कहा कि नगर निगम विकास कार्यों को प्राथमिकता देगा। मुख्यमंत्री चिकित्सा कोष से लाभुकों को मिला सहायता राशि नई बात, संवाददाता बोरिया। मुख्यमंत्री स्वास्थ्य चिकित्सा कोष के तहत बोरियो विधानसभा क्षेत्र के लाभुकों को सहायता राशि का वितरण किया गया। कार्यक्रम में जनप्रतिनिधि एवं पदाधिकारी उपस्थित रहे। इस मौके पर लालमुनी राम (सेवानिवृत्त डीएसपी), मुकेश कुमार, अनिल यादव, सोमनाथ यादव, अनिता कुमारी, सीता देवी सहित कई लोग उपस्थित रहे। एक नजर देवघर जैन मंदिर में आचार्य की का स्वागत भव्य जुलूस के साथ देवघर पहुंचे आचार्य वसुनंदी महाराज देवघर। परम पूज्य वात्सल्य मूर्ति आचार्य श्री 108 वसुनंदी जी महाराज (19 पिच्छी) एवं मातारी संघ का सोमवार को देवघर जैन मंदिर में भव्य आगमन हुआ। जैन समाज के श्रद्धालुओं ने गाजे-बाजे के साथ भव्य जुलूस निकालकर आचार्य श्री का स्वागत किया। जुलूस नगर के प्रमुख मार्गों से होते हुए जैन मंदिर पहुंचा, जहां श्रद्धालुओं ने पाद प्रक्षालन कर आशीर्वाद प्राप्त किया। इस अवसर पर आचार्य श्री ने अपने प्रवचन में कहा कि जीवन में अहिंसा, सत्य और संयम का पालन ही सच्चे धर्म है। उन्होंने श्रावकों को धर्म के मार्ग पर चलने की प्रेरणा दी। कार्यक्रम में जैन समाज के अनेक गणमान्य लोग मौजूद रहे। विषपान से किशोरी व अधेड़ की हालत गंभीर देवघर। संदिग्ध परिस्थितियों में जहर खाने से एक किशोरी तथा एक अधेड़ व्यक्ति की हालत गंभीर हो गई। दोनों को इलाज के लिए सदर अस्पताल में भर्ती कराया गया है। चिकित्सकों ने बताया कि दोनों की स्थिति नाजुक बनी हुई है तथा उन्हें निगरानी में रखा गया है। पुलिस मामले की जांच कर रही है। सड़क हादसे में महिला गंभीर रूप से घायल देवघर। सड़क दुर्घटना में एक महिला गंभीर रूप से घायल हो गई, जिसे इलाज के लिए सदर अस्पताल में भर्ती कराया गया है। परिजनों के अनुसार महिला सड़क पार कर रही थी तभी एक तेज रफ्तार वाहन ने उसे टक्कर मार दी। चालक मौके से फरार हो गया। पुलिस ने मामला दर्ज कर लिया है। जमीन विवाद में मारपीट व चिकाई, प्राथमिकी दर्ज जसीडीह। थाना क्षेत्र के निचलाबाद गांव में जमीन विवाद को लेकर दो पक्षों में जमकर मारपीट हुई। दोनों पक्षों की ओर से थाने में आवेदन दिया गया है। पुलिस ने मामला दर्ज कर जांच शुरू कर दी है। घटना में दोनों पक्षों के कई लोग घायल हुए हैं, जिनका इलाज स्थानीय अस्पताल में कराया गया। 17 विद्यालयों में 10 अप्रैल को होगा प्रबंधन समिति का पुनर्गठन मधुपुर। प्रखंड क्षेत्र के 17 विद्यालयों में विद्यालय प्रबंधन समिति का पुनर्गठन 10 अप्रैल को किया जाएगा। इस संबंध में प्रखंड शिक्षा प्रसार पदाधिकारी ने सभी विद्यालय प्रधानों को निर्देश जारी किया है। पुनर्गठन के दौरान अभिभावकों की बैठक आयोजित कर नई समिति का गठन किया जाएगा। अवैध शराब कारोबार पर राज्य स्तरीय टीम ने अंगारबाड़ी केंद्र का किया निरीक्षण मधुपुर। राज्य स्तरीय निरीक्षण दल ने सोमवार को आंगनबाड़ी केंद्रों का औचक निरीक्षण किया। निरीक्षण के क्रम में पोषाहार वितरण, बच्चों की उपस्थिति एवं केंद्र की साफ-सफाई की जांच की गई। टीम ने कुछ कमियां पाईं, जिन्हें शीघ्र दूर करने का निर्देश दिया गया। भगवान परशुराम जन्मोत्सव धूमधाम से मनाने की तैयारी साहिबगंज। भगवान परशुराम जन्मोत्सव को धूमधाम से मनाने के लिए तैयारियां जोरों पर हैं। आगामी 19 अप्रैल को भव्य शोभायात्रा निकाली जाएगी, जो शहर के प्रमुख मार्गों से होकर गुजरेगी। आयोजन समिति की बैठक में कार्यक्रम की रूपरेखा तय की गई। बैठक में समाज के अनेक गणमान्य लोग उपस्थित थे। योगाभ्यास में 500 छात्रों ने किया योग अभ्यास नई बात, संवाददाता राजमहल। योग दर्ज-मंदी के तत्वावधान में विद्यालय परिसर में आयोजित योग शिविर में करीब 500 छात्र-छात्राओं ने सामूहिक योगाभ्यास किया। इस अवसर पर योग प्रशिक्षकों ने विभिन्न आसनों एवं प्राणायाम का अभ्यास कराया। कार्यक्रम का उद्देश्य छात्रों में स्वास्थ्य के प्रति जागरूकता पैदा करना था। इस दौरान विद्यालय के प्राचार्य, शिक्षक एवं अभिभावक भी मौजूद रहे। सम्मेलन अटल लैंग्वेज लैब में गूंजी शब्दवीणा शब्दवीणा झारखंड प्रदेश समिति ने गोष्ठी व कवि सम्मेलन का किया आयोजन नई बात, संवाददाता देवघर। राष्ट्रीय साहित्यिक एवं सांस्कृतिक संस्था शब्दवीणा की देवघर जिला समिति एवं प्रदेश समिति के संयुक्त तत्वावधान में स्थानीय अटल लैंग्वेज लैब में एक भव्य काव्य गोष्ठी एवं कवि सम्मेलन का आयोजन किया गया। कार्यक्रम में प्रदेश अध्यक्ष के साथ-साथ देवघर जिला के अनेक साहित्यकार एवं कवि उपस्थित रहे। कवियों ने अपनी रचनाओं के माध्यम से समाज को नई दिशा देने का संदेश दिया। कवि सम्मेलन का आयोजन (फोटो) कार्यक्रम की अध्यक्षता प्रो. रमाकांत सिंह एवं संचालन डॉ. सुभाषचंद्र ने किया। इस अवसर पर कई वरिष्ठ साहित्यकारों को सम्मानित भी किया गया। कार्यक्रम के दूसरे सत्र में कवि सम्मेलन का आयोजन हुआ, जिसमें देवघर एवं आसपास के जिलों से आए कवियों ने अपनी रचनाएं प्रस्तुत कीं। संवेदनाओं, सामाजिक सरोकारों एवं राष्ट्रप्रेम पर आधारित प्रस्तुतियों ने खूब वाहवाही बटोरी। कार्यक्रम के अंत में शब्दवीणा के राष्ट्रीय अध्यक्ष सुरेश सिंह ने धन्यवाद ज्ञापन किया। — [0, 0, 1516, 2408]
rail-item-headline: भव्य जुलूस के साथ देवघर पहुंचे आचार्य वसुनंदी महाराज — [1201, 261, 1439, 274]
vaishya-column-2: उन्होंने कहा कि अधिवेशन के दौरान राष्ट्रीय समिति का पुनर्गठन किया जाएगा, जिसमें महिला शक्ति की भागीदारी सुनिश्चित की गई है। साथ ही विभिन्न राज्यों से आए प्रतिनिधियों को सम्मानित किया जाएगा। पूरे देशभर से आए प्रतिनिधि व अतिथि इस अवसर पर देवघर पहुंचेंगे। — [229, 1145, 433, 1206]
cm-fund-headline: मुख्यमंत्री चिकित्सा कोष से लाभुकों को मिला सहायता राशि — [960, 1013, 1174, 1050]
lead-photo: nament 2025-26 — [309, 127, 590, 241]
sammelan-photo — [763, 1311, 1002, 1426]
masthead — [17, 13, 1499, 67]
